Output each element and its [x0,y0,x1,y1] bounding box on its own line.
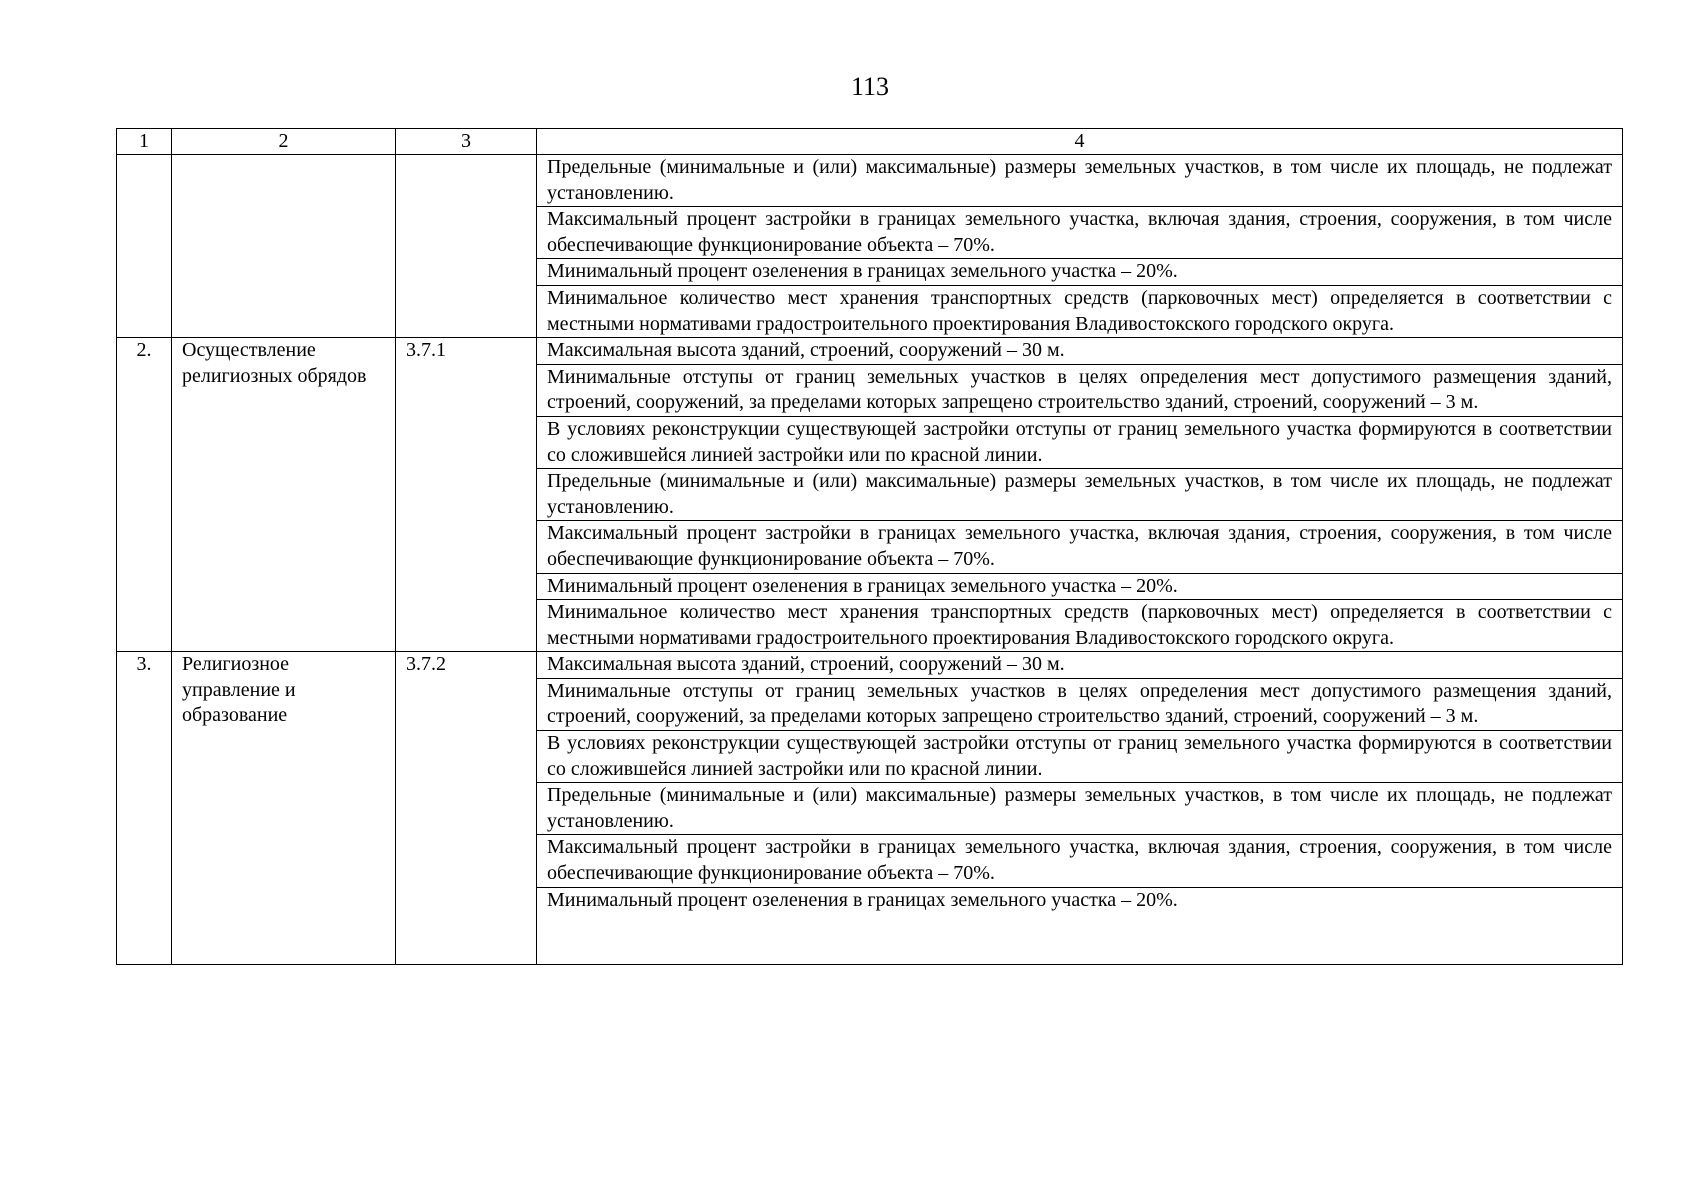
table-row [117,155,1623,207]
number-cell: 2. [117,338,172,652]
name-cell: Осуществление религиозных обрядов [172,338,396,652]
parameter-cell: Предельные (минимальные и (или) максимальные) размеры земельных участков, в том числе их площадь, не подлежат установлению. [537,155,1623,207]
name-cell: Религиозное управление и образование [172,652,396,965]
regulations-table [116,128,1623,965]
parameter-cell: Максимальный процент застройки в границах земельного участка, включая здания, строения, сооружения, в том числе обеспечивающие функционирование объекта – 70%. [537,835,1623,887]
code-cell: 3.7.2 [396,652,537,965]
parameter-cell [537,887,1623,965]
parameter-cell: Минимальные отступы от границ земельных участков в целях определения мест допустимого размещения зданий, строений, сооружений, за пределами которых запрещено строительство зданий, строений, сооружений – 3 м. [537,678,1623,730]
parameter-cell: Предельные (минимальные и (или) максимальные) размеры земельных участков, в том числе их площадь, не подлежат установлению. [537,783,1623,835]
parameter-cell: Предельные (минимальные и (или) максимальные) размеры земельных участков, в том числе их площадь, не подлежат установлению. [537,469,1623,521]
header-cell-3: 3 [396,129,537,155]
code-cell [396,155,537,338]
table-header-row [117,129,1623,155]
parameter-cell: В условиях реконструкции существующей застройки отступы от границ земельного участка формируются в соответствии со сложившейся линией застройки или по красной линии. [537,731,1623,783]
parameter-cell: Минимальные отступы от границ земельных участков в целях определения мест допустимого размещения зданий, строений, сооружений, за пределами которых запрещено строительство зданий, строений, сооружений – 3 м. [537,364,1623,416]
code-cell: 3.7.1 [396,338,537,652]
header-cell-1: 1 [117,129,172,155]
parameter-cell: Минимальный процент озеленения в границах земельного участка – 20%. [537,573,1623,600]
parameter-cell: Максимальная высота зданий, строений, сооружений – 30 м. [537,338,1623,365]
parameter-text: Минимальный процент озеленения в границах земельного участка – 20%. [547,888,1178,911]
parameter-cell: Максимальный процент застройки в границах земельного участка, включая здания, строения, сооружения, в том числе обеспечивающие функционирование объекта – 70%. [537,207,1623,259]
number-cell: 3. [117,652,172,965]
table-row [117,652,1623,679]
number-cell [117,155,172,338]
table-row [117,338,1623,365]
parameter-cell: В условиях реконструкции существующей застройки отступы от границ земельного участка формируются в соответствии со сложившейся линией застройки или по красной линии. [537,416,1623,468]
page-number: 113 [850,72,890,101]
parameter-cell: Минимальное количество мест хранения транспортных средств (парковочных мест) определяется в соответствии с местными нормативами градостроительного проектирования Владивостокского городского округа. [537,285,1623,337]
parameter-cell: Максимальная высота зданий, строений, сооружений – 30 м. [537,652,1623,679]
parameter-cell: Минимальный процент озеленения в границах земельного участка – 20%. [537,259,1623,286]
name-cell [172,155,396,338]
cell-spacer [547,913,1612,964]
parameter-cell: Минимальное количество мест хранения транспортных средств (парковочных мест) определяется в соответствии с местными нормативами градостроительного проектирования Владивостокского городского округа. [537,600,1623,652]
header-cell-2: 2 [172,129,396,155]
header-cell-4: 4 [537,129,1623,155]
parameter-cell: Максимальный процент застройки в границах земельного участка, включая здания, строения, сооружения, в том числе обеспечивающие функционирование объекта – 70%. [537,521,1623,573]
